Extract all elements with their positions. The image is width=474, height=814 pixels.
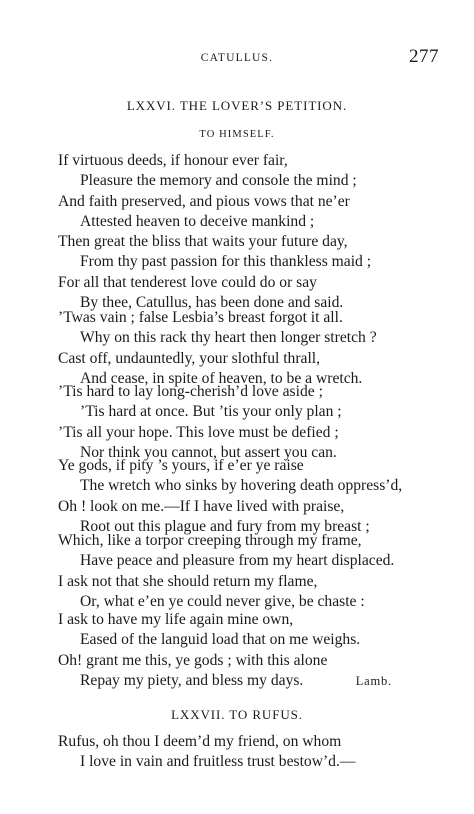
poem-line: ’Tis hard to lay long-cherish’d love aside ; <box>58 383 323 400</box>
poem-line: Why on this rack thy heart then longer stretch ? <box>80 329 377 347</box>
stanza-4 <box>58 382 448 463</box>
poem-line: Root out this plague and fury from my breast ; <box>80 517 370 535</box>
poem-line: From thy past passion for this thankless maid ; <box>80 253 372 271</box>
poem-line: And cease, in spite of heaven, to be a wretch. <box>80 369 363 387</box>
stanza-1 <box>58 151 448 232</box>
poem-line: Then great the bliss that waits your future day, <box>58 233 348 250</box>
poem-line: Rufus, oh thou I deem’d my friend, on whom <box>58 733 342 750</box>
running-title: CATULLUS. <box>200 52 274 64</box>
poem-line: I ask to have my life again mine own, <box>58 611 294 628</box>
poem-line: Have peace and pleasure from my heart displaced. <box>80 552 395 570</box>
poem-76-subtitle: TO HIMSELF. <box>199 129 275 140</box>
poem-line: For all that tenderest love could do or say <box>58 273 317 291</box>
poem-line: ’Twas vain ; false Lesbia’s breast forgot it all. <box>58 309 343 326</box>
poem-line: Cast off, undauntedly, your slothful thrall, <box>58 349 321 367</box>
poem-line <box>58 671 448 691</box>
poem-line: And faith preserved, and pious vows that ne’er <box>58 192 350 210</box>
poem-line: Ye gods, if pity ’s yours, if e’er ye raise <box>58 457 304 474</box>
translator-signature: Lamb. <box>355 673 392 688</box>
poem-77-title: LXXVII. TO RUFUS. <box>171 707 303 722</box>
poem-line: If virtuous deeds, if honour ever fair, <box>58 152 288 169</box>
poem-line-text: Repay my piety, and bless my days. <box>80 671 304 689</box>
poem-line: I love in vain and fruitless trust bestow’d.— <box>80 753 356 771</box>
poem-line: Oh ! look on me.—If I have lived with praise, <box>58 497 345 515</box>
poem-line: Which, like a torpor creeping through my frame, <box>58 532 362 549</box>
stanza-2 <box>58 232 448 313</box>
poem-line: Pleasure the memory and console the mind ; <box>80 172 357 190</box>
stanza-6 <box>58 531 448 612</box>
poem-line: Oh! grant me this, ye gods ; with this alone <box>58 651 328 669</box>
stanza-7 <box>58 610 448 691</box>
poem-line: ’Tis hard at once. But ’tis your only plan ; <box>80 403 342 421</box>
poem-line: The wretch who sinks by hovering death oppress’d, <box>80 477 403 495</box>
poem-76-title: LXXVI. THE LOVER’S PETITION. <box>126 98 348 113</box>
poem-line: Or, what e’en ye could never give, be chaste : <box>80 592 365 610</box>
poem-77-stanza <box>58 732 448 773</box>
poem-line: Attested heaven to deceive mankind ; <box>80 212 315 230</box>
page-number: 277 <box>409 46 439 67</box>
stanza-3 <box>58 308 448 389</box>
poem-line: ’Tis all your hope. This love must be defied ; <box>58 423 339 441</box>
poem-line: I ask not that she should return my flame, <box>58 572 318 590</box>
poem-line: By thee, Catullus, has been done and said. <box>80 293 344 311</box>
stanza-5 <box>58 456 448 537</box>
poem-line: Eased of the languid load that on me weighs. <box>80 631 361 649</box>
poem-line: Nor think you cannot, but assert you can. <box>80 443 337 461</box>
